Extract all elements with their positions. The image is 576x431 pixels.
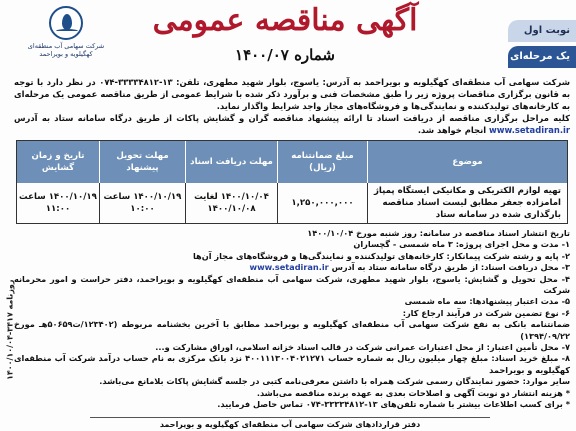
header-docs-deadline: مهلت دریافت اسناد xyxy=(185,141,277,183)
cell-subject: تهیه لوازم الکتریکی و مکانیکی ایستگاه پمپاژ امامزاده جعفر مطابق لیست اسناد مناقصه بارگذاری شده در سامانه ستاد xyxy=(367,183,567,223)
side-publication-label xyxy=(0,279,15,431)
tender-details xyxy=(14,228,570,411)
detail-contact: * برای کسب اطلاعات بیشتر با شماره تلفن‌های ۱۳-۳۳۳۳۴۸۱۲-۰۷۴ تماس حاصل فرمایید. xyxy=(217,399,570,410)
header-guarantee: مبلغ ضمانتنامه (ریال) xyxy=(277,141,367,183)
round-badge-first: نوبت اول xyxy=(508,20,576,42)
logo-text xyxy=(6,42,126,58)
detail-docs-location xyxy=(14,262,570,273)
detail-guarantee-type: ۶- نوع تضمین شرکت در فرآیند ارجاع کار: xyxy=(402,307,570,318)
detail-publish-date: تاریخ انتشار اسناد مناقصه در سامانه: روز شنبه مورخ ۱۴۰۰/۱۰/۰۴ xyxy=(307,228,570,238)
cell-docs-deadline: ۱۴۰۰/۱۰/۰۴ لغایت ۱۴۰۰/۱۰/۰۸ xyxy=(185,183,277,223)
detail-delivery-location: ۴- محل تحویل و گشایش: یاسوج، بلوار شهید مطهری، شرکت سهامی آب منطقه‌ای کهگیلویه و بویراحمد، دفتر حراست و امور محرمانه شرکت xyxy=(14,273,570,296)
header-subject: موضوع xyxy=(367,141,567,183)
round-badges xyxy=(508,20,576,68)
detail-docs-price: ۸- مبلغ خرید اسناد: مبلغ چهار میلیون ریال به شماره حساب ۴۰۰۱۱۱۳۰۰۴۰۲۱۲۷۱ نزد بانک مرکزی به نام حساب درآمد شرکت آب منطقه‌ای کهگیلویه و بویراحمد xyxy=(14,353,570,375)
company-logo xyxy=(6,6,126,62)
detail-docs-before: ۳- محل دریافت اسناد: از طریق درگاه سامانه ستاد به آدرس xyxy=(331,262,570,273)
header-opening: تاریخ و زمان گشایش xyxy=(31,151,85,173)
water-drop-icon xyxy=(49,6,83,40)
notice-title: آگهی مناقصه عمومی xyxy=(152,3,418,38)
notice-number: شماره ۱۴۰۰/۰۷ xyxy=(235,46,335,64)
table-header-row xyxy=(17,141,567,183)
footer-office: دفتر قراردادهای شرکت سهامی آب منطقه‌ای کهگیلویه و بویراحمد xyxy=(90,417,490,431)
header-offer-deadline: مهلت تحویل پیشنهاد xyxy=(99,141,185,183)
detail-duration: ۱- مدت و محل اجرای پروژه: ۳ ماه شمسی - گچساران xyxy=(353,239,570,250)
round-badge-stage: یک مرحله‌ای xyxy=(508,46,576,68)
detail-validity: ۵- مدت اعتبار پیشنهادها: سه ماه شمسی xyxy=(404,296,570,307)
logo-line-2: کهگیلویه و بویراحمد xyxy=(39,50,93,58)
setad-link-2[interactable]: www.setadiran.ir xyxy=(249,262,329,273)
detail-ad-cost: * هزینه انتشار دو نوبت آگهی و اصلاحات بعدی به عهده برنده مناقصه می‌باشد. xyxy=(256,387,570,398)
intro-text xyxy=(14,76,570,136)
detail-contractor-grade: ۲- پایه و رشته شرکت پیمانکار: کارخانه‌های تولیدکننده و نمایندگی‌ها و فروشگاه‌های مجاز آن‌ها xyxy=(192,250,570,261)
logo-line-1: شرکت سهامی آب منطقه‌ای xyxy=(27,42,105,50)
cell-opening: ۱۴۰۰/۱۰/۱۹ ساعت ۱۱:۰۰ xyxy=(19,192,97,214)
intro-p2-after: انجام خواهد شد. xyxy=(417,125,487,135)
tender-table xyxy=(16,140,568,224)
intro-paragraph-2 xyxy=(14,112,570,136)
side-text: روزنامه ۳۴۱۷-۱۴۰۰/۱۰/۰۴ xyxy=(5,279,15,381)
setad-link[interactable]: www.setadiran.ir xyxy=(489,125,570,135)
detail-other: سایر موارد: حضور نمایندگان رسمی شرکت همراه با داشتن معرفی‌نامه کتبی در جلسه گشایش پاکات بلامانع می‌باشد. xyxy=(99,376,570,387)
cell-offer-deadline: ۱۴۰۰/۱۰/۱۹ ساعت ۱۰:۰۰ xyxy=(99,183,185,223)
intro-p2-before: کلیه مراحل برگزاری مناقصه از دریافت اسناد تا ارائه پیشنهاد مناقصه گران و گشایش پاکات از طریق درگاه سامانه ستاد به آدرس xyxy=(14,113,570,123)
detail-funding: ۷- محل تأمین اعتبار: از محل اعتبارات عمرانی شرکت در قالب اسناد خزانه اسلامی، اوراق مشارکت و... xyxy=(155,342,570,353)
detail-guarantee-desc: ضمانتنامه بانکی به نفع شرکت سهامی آب منطقه‌ای کهگیلویه و بویراحمد مطابق با آخرین بخشنامه مربوطه (۱۲۳۴۰۲/ت۵۰۶۵۹هـ مورخ ۱۳۹۴/۰۹/۲۲) xyxy=(14,319,570,341)
cell-guarantee: ۱,۲۵۰,۰۰۰,۰۰۰ xyxy=(277,183,367,223)
intro-paragraph-1: شرکت سهامی آب منطقه‌ای کهگیلویه و بویراحمد به آدرس: یاسوج، بلوار شهید مطهری، تلفن: ۱۳-۳۳۳۳۴۸۱۲-۰۷۴ در نظر دارد با توجه به قانون برگزاری مناقصات پروژه زیر را طبق مشخصات فنی و برآورد ذکر شده با شرایط عمومی از طریق مناقصه عمومی یک مرحله‌ای به کارخانه‌های تولیدکننده و نمایندگی‌ها و فروشگاه‌های مجاز واجد شرایط واگذار نماید. xyxy=(14,77,570,111)
